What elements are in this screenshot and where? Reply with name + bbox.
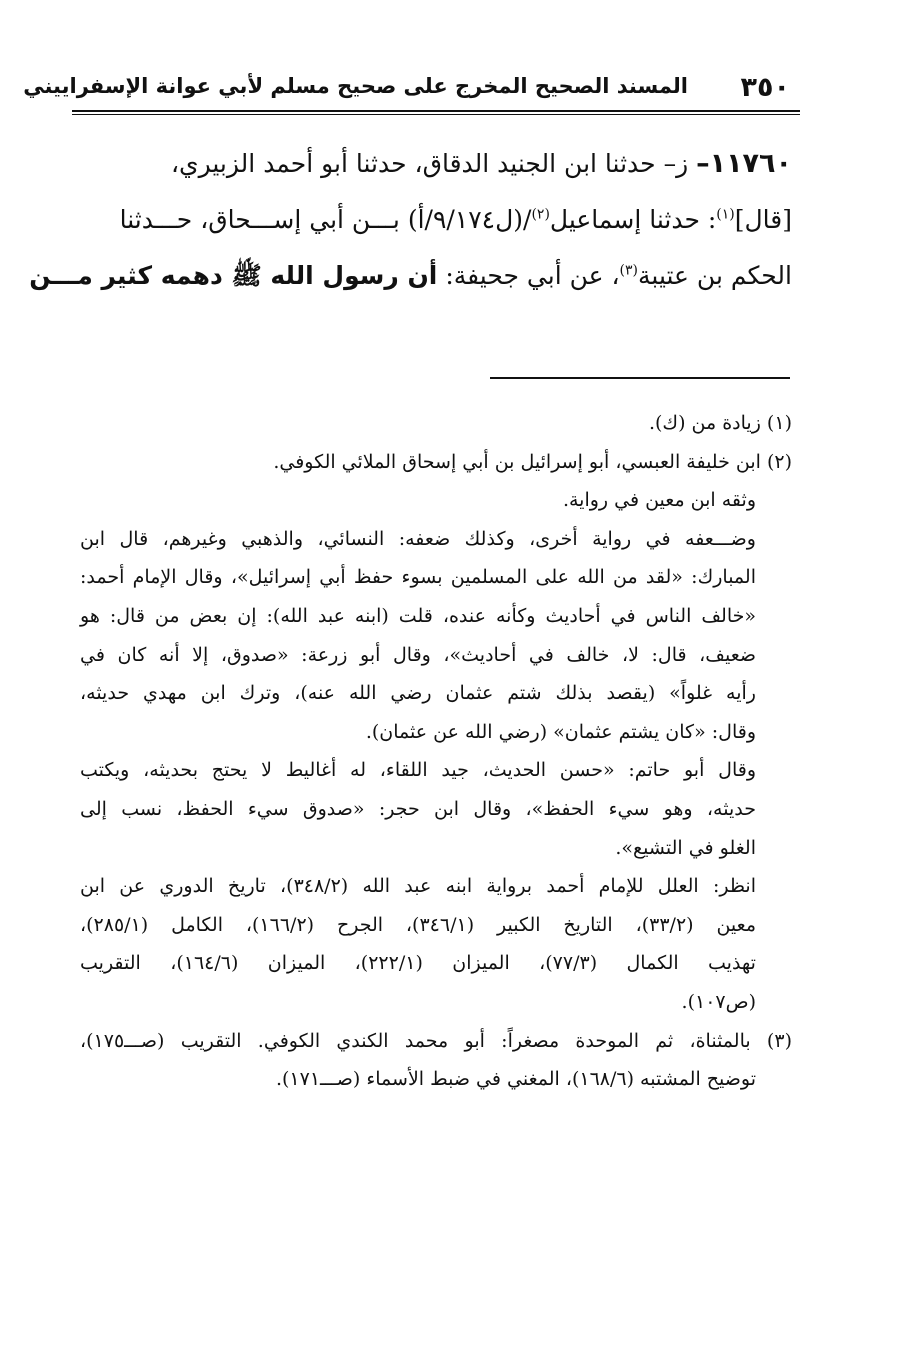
hadith-line-2-part-b: : حدثنا إسماعيل: [549, 205, 717, 234]
hadith-line-3: [29, 248, 792, 304]
footnote-line: (ص١٠٧).: [681, 990, 756, 1013]
footnote-line: (٣) بالمثناة، ثم الموحدة مصغراً: أبو محمد الكندي الكوفي. التقريب (صـــ١٧٥)،: [80, 1029, 792, 1052]
footnote-line: ضعيف، قال: لا، خالف في أحاديث»، وقال أبو زرعة: «صدوق، إلا أنه كان في: [80, 643, 756, 666]
footnote-line: الغلو في التشيع».: [615, 836, 756, 859]
footnote-line: وقال أبو حاتم: «حسن الحديث، جيد اللقاء، له أغاليط لا يحتج بحديثه، ويكتب: [80, 759, 756, 782]
footnote-line: وقال: «كان يشتم عثمان» (رضي الله عن عثمان).: [365, 720, 756, 743]
hadith-line-2: [80, 192, 792, 248]
footnote-ref-2[interactable]: (٢): [531, 206, 550, 223]
footnote-line: وضـــعفه في رواية أخرى، وكذلك ضعفه: النسائي، والذهبي وغيرهم، قال ابن: [80, 527, 756, 550]
footnote-line: (١) زيادة من (ك).: [648, 412, 792, 434]
footnote-line: «خالف الناس في أحاديث وكأنه عنده، قلت (ابنه عبد الله): إن بعض من قال: هو: [80, 604, 756, 627]
page-number: ٣٥٠: [740, 72, 790, 103]
hadith-line-1-text: ز– حدثنا ابن الجنيد الدقاق، حدثنا أبو أحمد الزبيري،: [170, 149, 697, 178]
running-title: المسند الصحيح المخرج على صحيح مسلم لأبي عوانة الإسفراييني: [23, 74, 688, 98]
footnote-ref-3[interactable]: (٣): [619, 262, 639, 279]
footnotes: [80, 404, 792, 1099]
running-header: [23, 70, 800, 110]
hadith-text: [29, 136, 792, 304]
header-rule-thin: [72, 114, 800, 115]
hadith-line-3-part-a: الحكم بن عتيبة: [638, 261, 792, 290]
header-rule: [72, 110, 800, 112]
footnote-line: تهذيب الكمال (٧٧/٣)، الميزان (٢٢٢/١)، الميزان (١٦٤/٦)، التقريب: [80, 952, 756, 975]
hadith-line-1: [80, 136, 792, 192]
footnote-line: (٢) ابن خليفة العبسي، أبو إسرائيل بن أبي إسحاق الملائي الكوفي.: [273, 450, 792, 473]
footnote-line: انظر: العلل للإمام أحمد برواية ابنه عبد الله (٣٤٨/٢)، تاريخ الدوري عن ابن: [80, 875, 756, 898]
hadith-line-2-part-a: [قال]: [734, 205, 792, 234]
footnote-line: المبارك: «لقد من الله على المسلمين بسوء حفظ أبي إسرائيل»، وقال الإمام أحمد:: [80, 566, 756, 589]
footnote-line: توضيح المشتبه (١٦٨/٦)، المغني في ضبط الأسماء (صـــ١٧١).: [275, 1068, 756, 1091]
footnote-line: وثقه ابن معين في رواية.: [562, 489, 756, 512]
hadith-matn-bold: أن رسول الله ﷺ دهمه كثير مـــن: [29, 261, 438, 290]
hadith-number: ١١٧٦٠–: [696, 148, 792, 179]
footnote-separator: [490, 377, 790, 379]
hadith-line-3-part-b: ، عن أبي جحيفة:: [437, 261, 620, 290]
footnote-line: حديثه، وهو سيء الحفظ»، وقال ابن حجر: «صدوق سيء الحفظ، نسب إلى: [80, 797, 756, 820]
footnote-ref-1[interactable]: (١): [716, 206, 735, 223]
footnote-line: رأيه غلواً» (يقصد بذلك شتم عثمان رضي الله عنه)، وترك ابن مهدي حديثه،: [80, 682, 756, 705]
hadith-line-2-part-c: /(ل٩/١٧٤/أ) بـــن أبي إســـحاق، حـــدثنا: [119, 205, 532, 234]
footnote-line: معين (٣٣/٢)، التاريخ الكبير (٣٤٦/١)، الجرح (١٦٦/٢)، الكامل (٢٨٥/١)،: [80, 913, 757, 936]
